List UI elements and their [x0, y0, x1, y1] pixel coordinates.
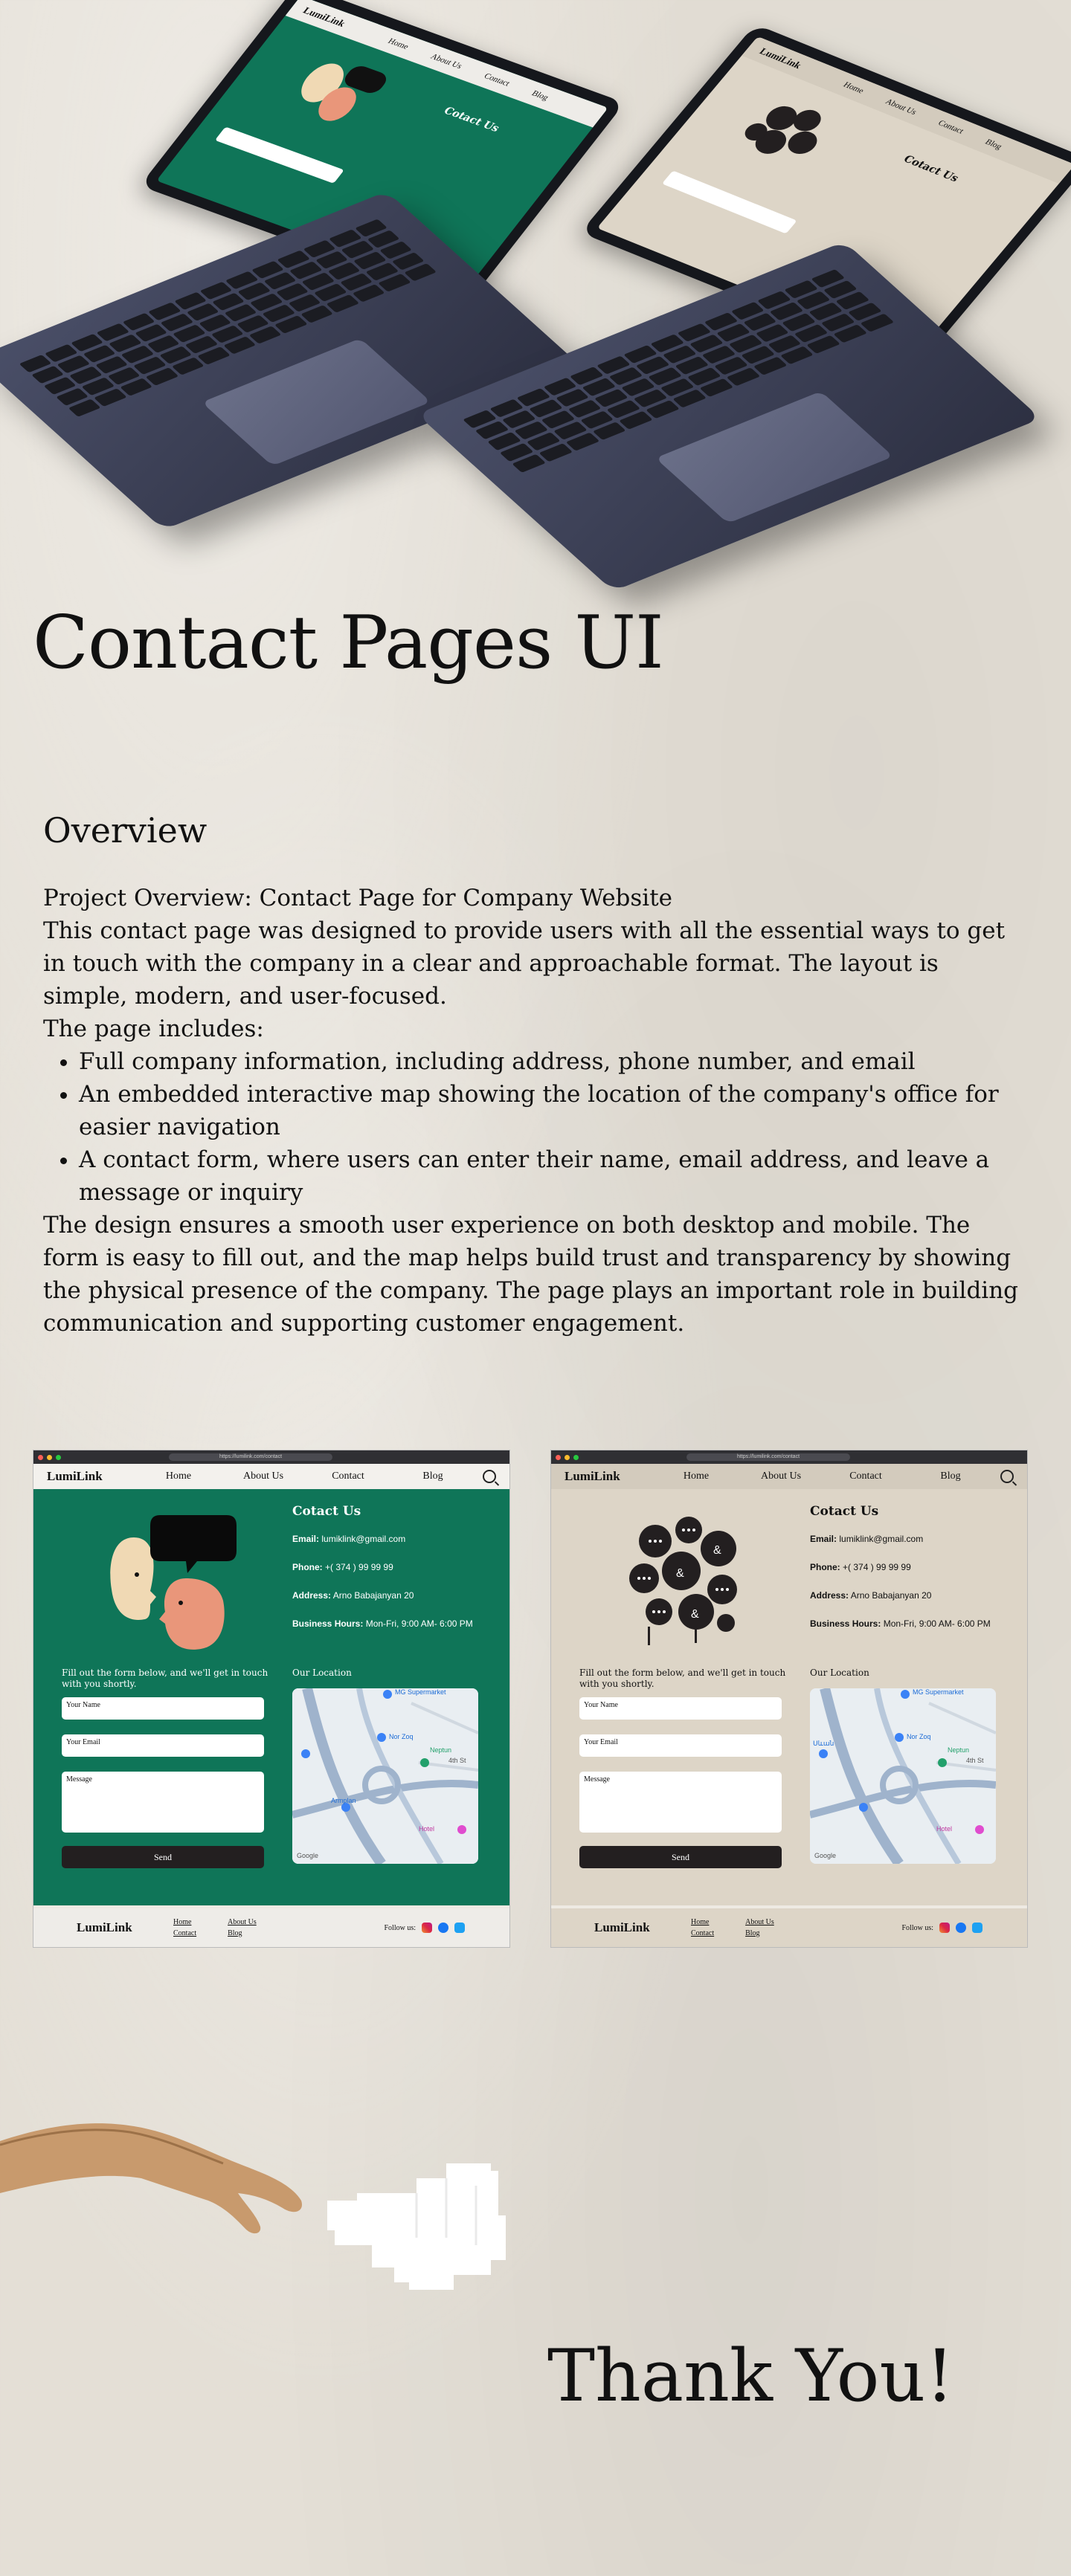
url-bar[interactable]: https://lumilink.com/contact: [169, 1453, 332, 1461]
content-green: [33, 1489, 509, 1905]
email-value[interactable]: lumiklink@gmail.com: [321, 1534, 406, 1544]
phone-label: Phone:: [292, 1562, 323, 1572]
map-label-street: 4th St: [966, 1757, 984, 1764]
location-label: Our Location: [292, 1668, 352, 1678]
site-footer: [33, 1908, 509, 1947]
map-label-norzoq: Nor Zoq: [389, 1733, 414, 1740]
overview-intro-paragraph: This contact page was designed to provide users with all the essential ways to get in touch with the company in a clear and approachable format. The layout is simple, modern, and user-focused.: [43, 917, 1006, 1010]
laptop-beige-nav-home: Home: [841, 80, 866, 96]
phone-label: Phone:: [810, 1562, 840, 1572]
map-label-street: 4th St: [448, 1757, 466, 1764]
name-field[interactable]: Your Name: [579, 1697, 782, 1720]
laptop-beige-title: Cotact Us: [901, 153, 962, 184]
map-label-market: MG Supermarket: [913, 1688, 964, 1696]
nav-about[interactable]: About Us: [242, 1471, 284, 1482]
pointer-hand-icon: [327, 2163, 506, 2300]
location-map[interactable]: [810, 1688, 996, 1864]
laptop-green-trackpad: [202, 338, 431, 466]
contact-title: Cotact Us: [292, 1504, 361, 1519]
laptop-green-nav-blog: Blog: [530, 88, 551, 103]
laptop-beige-nav-blog: Blog: [982, 138, 1004, 152]
laptop-green-faces: [264, 42, 403, 142]
search-icon[interactable]: [483, 1470, 496, 1483]
address-value: Arno Babajanyan 20: [332, 1590, 414, 1601]
footer-link-about[interactable]: About Us: [228, 1918, 257, 1926]
map-label-neptun: Neptun: [430, 1746, 452, 1754]
email-field[interactable]: Your Email: [62, 1734, 264, 1757]
address-value: Arno Babajanyan 20: [850, 1590, 932, 1601]
site-footer: [551, 1908, 1027, 1947]
site-nav: [33, 1464, 509, 1489]
map-label-hotel: Hotel: [936, 1825, 953, 1833]
hours-label: Business Hours:: [810, 1618, 881, 1629]
twitter-icon[interactable]: [972, 1923, 982, 1933]
overview-bullet-list: [43, 1045, 1025, 1209]
laptop-green-email-field: [215, 126, 344, 183]
form-intro: Fill out the form below, and we'll get in touch with you shortly.: [62, 1668, 268, 1689]
hours-label: Business Hours:: [292, 1618, 364, 1629]
laptop-green-nav-contact: Contact: [482, 71, 512, 88]
hours-value: Mon-Fri, 9:00 AM- 6:00 PM: [883, 1618, 991, 1629]
laptop-green-nav-home: Home: [385, 36, 411, 51]
email-label: Email:: [292, 1534, 320, 1544]
nav-about[interactable]: About Us: [760, 1471, 802, 1482]
instagram-icon[interactable]: [939, 1923, 950, 1933]
site-nav: [551, 1464, 1027, 1489]
laptop-green-logo: LumiLink: [300, 4, 348, 29]
facebook-icon[interactable]: [956, 1923, 966, 1933]
map-label-norzoq: Nor Zoq: [907, 1733, 931, 1740]
footer-link-home[interactable]: Home: [173, 1918, 192, 1926]
hand-illustration: [0, 2111, 312, 2263]
search-icon[interactable]: [1000, 1470, 1014, 1483]
site-logo[interactable]: LumiLink: [47, 1469, 103, 1483]
site-logo[interactable]: LumiLink: [565, 1469, 620, 1483]
contact-title: Cotact Us: [810, 1504, 879, 1519]
nav-blog[interactable]: Blog: [422, 1471, 443, 1482]
message-field[interactable]: Message: [62, 1772, 264, 1833]
footer-link-home[interactable]: Home: [691, 1918, 710, 1926]
map-label-neptun: Neptun: [948, 1746, 970, 1754]
contact-info: [810, 1504, 991, 1647]
contact-info: [292, 1504, 473, 1647]
svg-text:&: &: [713, 1544, 721, 1557]
overview-bullet: • Full company information, including address, phone number, and email: [79, 1045, 1025, 1078]
overview-project-line: Project Overview: Contact Page for Company Website: [43, 885, 673, 911]
map-label-google: Google: [814, 1852, 837, 1859]
map-label-armplan: Armplan: [331, 1797, 356, 1804]
address-label: Address:: [810, 1590, 849, 1601]
hours-value: Mon-Fri, 9:00 AM- 6:00 PM: [365, 1618, 473, 1629]
speech-bubbles-illustration: [614, 1508, 756, 1659]
footer-logo[interactable]: LumiLink: [594, 1920, 650, 1934]
overview-bullet: • An embedded interactive map showing the location of the company's office for easier navigation: [79, 1078, 1025, 1143]
email-field[interactable]: Your Email: [579, 1734, 782, 1757]
mockup-green: [33, 1450, 510, 1948]
map-label-area: Սևան: [813, 1740, 834, 1748]
email-label: Email:: [810, 1534, 837, 1544]
overview-heading: Overview: [43, 810, 208, 850]
mockup-beige: [550, 1450, 1028, 1948]
overview-includes-label: The page includes:: [43, 1016, 264, 1042]
nav-contact[interactable]: Contact: [332, 1471, 364, 1482]
footer-link-about[interactable]: About Us: [745, 1918, 774, 1926]
laptop-beige-trackpad: [655, 391, 893, 523]
instagram-icon[interactable]: [422, 1923, 432, 1933]
nav-contact[interactable]: Contact: [849, 1471, 882, 1482]
thank-you-heading: Thank You!: [547, 2334, 954, 2418]
form-intro: Fill out the form below, and we'll get in touch with you shortly.: [579, 1668, 786, 1689]
nav-blog[interactable]: Blog: [940, 1471, 961, 1482]
laptop-green-title: Cotact Us: [441, 105, 502, 135]
message-field[interactable]: Message: [579, 1772, 782, 1833]
laptop-beige-name-field: [662, 170, 797, 233]
overview-closing-paragraph: The design ensures a smooth user experience on both desktop and mobile. The form is easy to fill out, and the map helps build trust and transparency by showing the physical presence of the company. The page plays an important role in building communication and supporting customer engagement.: [43, 1212, 1019, 1337]
svg-text:&: &: [691, 1608, 699, 1621]
footer-link-blog[interactable]: Blog: [745, 1929, 760, 1937]
send-button[interactable]: Send: [579, 1846, 782, 1868]
laptop-beige: [476, 45, 1041, 654]
facebook-icon[interactable]: [438, 1923, 448, 1933]
laptop-beige-nav-about: About Us: [883, 97, 919, 117]
address-label: Address:: [292, 1590, 332, 1601]
map-label-hotel: Hotel: [419, 1825, 435, 1833]
phone-value[interactable]: +( 374 ) 99 99 99: [843, 1562, 911, 1572]
map-label-market: MG Supermarket: [395, 1688, 446, 1696]
nav-home[interactable]: Home: [683, 1471, 710, 1482]
laptop-green-nav-about: About Us: [428, 52, 464, 71]
url-bar[interactable]: https://lumilink.com/contact: [686, 1453, 850, 1461]
footer-link-contact[interactable]: Contact: [691, 1929, 715, 1937]
footer-link-contact[interactable]: Contact: [173, 1929, 197, 1937]
overview-body: [43, 882, 1025, 1340]
location-label: Our Location: [810, 1668, 869, 1678]
send-button[interactable]: Send: [62, 1846, 264, 1868]
map-label-google: Google: [297, 1852, 319, 1859]
footer-logo[interactable]: LumiLink: [77, 1920, 132, 1934]
email-value[interactable]: lumiklink@gmail.com: [839, 1534, 924, 1544]
laptop-beige-logo: LumiLink: [757, 45, 805, 71]
nav-home[interactable]: Home: [165, 1471, 192, 1482]
speech-faces-illustration: [104, 1508, 238, 1659]
laptop-beige-nav-contact: Contact: [936, 118, 966, 136]
page-title: Contact Pages UI: [33, 601, 663, 685]
overview-bullet: • A contact form, where users can enter their name, email address, and leave a message or inquiry: [79, 1143, 1025, 1209]
browser-bar: [33, 1450, 509, 1464]
content-beige: [551, 1489, 1027, 1905]
follow-label: Follow us:: [901, 1923, 933, 1932]
svg-text:&: &: [676, 1567, 684, 1580]
name-field[interactable]: Your Name: [62, 1697, 264, 1720]
browser-bar: [551, 1450, 1027, 1464]
location-map[interactable]: [292, 1688, 478, 1864]
phone-value[interactable]: +( 374 ) 99 99 99: [325, 1562, 393, 1572]
laptop-beige-bubbles: [717, 83, 857, 185]
footer-link-blog[interactable]: Blog: [228, 1929, 242, 1937]
twitter-icon[interactable]: [454, 1923, 465, 1933]
follow-label: Follow us:: [384, 1923, 416, 1932]
